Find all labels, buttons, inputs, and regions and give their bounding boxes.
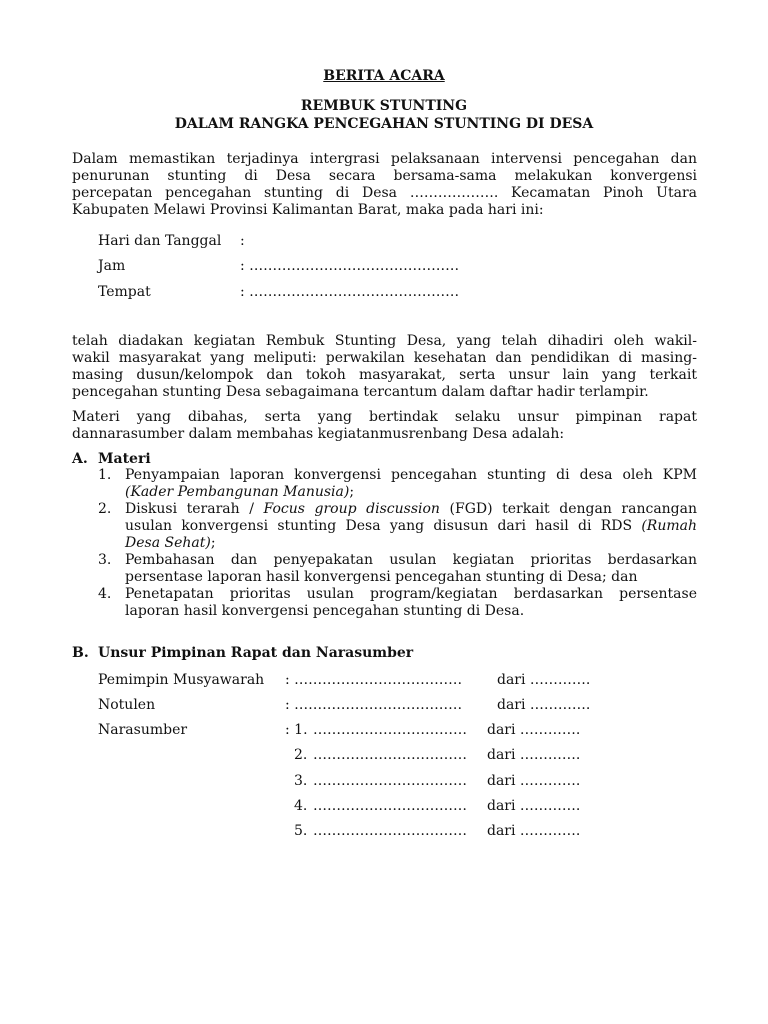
notulen-dari: dari …………. bbox=[497, 697, 591, 713]
intro-line: Dalam memastikan terjadinya intergrasi pelaksanaan intervensi pencegahan dan bbox=[72, 151, 697, 167]
narasumber-dots: …………………………… bbox=[313, 747, 467, 763]
materi-item-number: 4. bbox=[98, 586, 112, 602]
materi-item-number: 3. bbox=[98, 552, 112, 568]
materi-item-line: Penyampaian laporan konvergensi pencegahan stunting di desa oleh KPM bbox=[125, 467, 697, 483]
narasumber-number: 4. bbox=[294, 798, 308, 814]
narasumber-dots: …………………………… bbox=[313, 823, 467, 839]
section-a-title: Materi bbox=[98, 451, 151, 467]
notulen-label: Notulen bbox=[98, 697, 156, 713]
body-line: dannarasumber dalam membahas kegiatanmusrenbang Desa adalah: bbox=[72, 426, 565, 442]
narasumber-dots: …………………………… bbox=[313, 798, 467, 814]
narasumber-number: 2. bbox=[294, 747, 308, 763]
materi-item-number: 1. bbox=[98, 467, 112, 483]
narasumber-dots: …………………………… bbox=[313, 773, 467, 789]
materi-item-line: laporan hasil konvergensi pencegahan stunting di Desa. bbox=[125, 603, 525, 619]
narasumber-dari: dari …………. bbox=[487, 747, 581, 763]
intro-line: penurunan stunting di Desa secara bersama-sama melakukan konvergensi bbox=[72, 168, 697, 184]
info-label-date: Hari dan Tanggal bbox=[98, 233, 222, 249]
notulen-value: : ……………………………… bbox=[285, 697, 463, 713]
document-subtitle-1: REMBUK STUNTING bbox=[300, 98, 468, 114]
narasumber-number: : 1. bbox=[285, 722, 308, 738]
body-line: masing dusun/kelompok dan tokoh masyarakat, serta unsur lain yang terkait bbox=[72, 367, 697, 383]
pemimpin-label: Pemimpin Musyawarah bbox=[98, 672, 265, 688]
materi-item-line: usulan konvergensi stunting Desa yang disusun dari hasil di RDS (Rumah bbox=[125, 518, 697, 534]
body-line: pencegahan stunting Desa sebagaimana tercantum dalam daftar hadir terlampir. bbox=[72, 384, 649, 400]
materi-item-number: 2. bbox=[98, 501, 112, 517]
info-value-time: : ……………………………………… bbox=[240, 258, 460, 274]
body-line: wakil masyarakat yang meliputi: perwakilan kesehatan dan pendidikan di masing- bbox=[72, 350, 697, 366]
document-title: BERITA ACARA bbox=[323, 68, 445, 84]
materi-item-line: Desa Sehat); bbox=[125, 535, 216, 551]
materi-item-line: Pembahasan dan penyepakatan usulan kegiatan prioritas berdasarkan bbox=[125, 552, 697, 568]
section-a-letter: A. bbox=[72, 451, 88, 467]
info-label-place: Tempat bbox=[98, 284, 151, 300]
narasumber-dari: dari …………. bbox=[487, 722, 581, 738]
materi-item-line: Penetapatan prioritas usulan program/kegiatan berdasarkan persentase bbox=[125, 586, 697, 602]
narasumber-dari: dari …………. bbox=[487, 773, 581, 789]
materi-item-line: (Kader Pembangunan Manusia); bbox=[125, 484, 355, 500]
narasumber-number: 3. bbox=[294, 773, 308, 789]
info-value-date: : bbox=[240, 233, 245, 249]
narasumber-label: Narasumber bbox=[98, 722, 188, 738]
body-line: telah diadakan kegiatan Rembuk Stunting Desa, yang telah dihadiri oleh wakil- bbox=[72, 333, 697, 349]
section-b-letter: B. bbox=[72, 645, 89, 661]
narasumber-number: 5. bbox=[294, 823, 308, 839]
materi-item-line: persentase laporan hasil konvergensi pencegahan stunting di Desa; dan bbox=[125, 569, 638, 585]
pemimpin-value: : ……………………………… bbox=[285, 672, 463, 688]
narasumber-dots: …………………………… bbox=[313, 722, 467, 738]
info-label-time: Jam bbox=[98, 258, 126, 274]
narasumber-dari: dari …………. bbox=[487, 823, 581, 839]
section-b-title: Unsur Pimpinan Rapat dan Narasumber bbox=[98, 645, 414, 661]
narasumber-dari: dari …………. bbox=[487, 798, 581, 814]
pemimpin-dari: dari …………. bbox=[497, 672, 591, 688]
body-line: Materi yang dibahas, serta yang bertindak selaku unsur pimpinan rapat bbox=[72, 409, 697, 425]
document-subtitle-2: DALAM RANGKA PENCEGAHAN STUNTING DI DESA bbox=[174, 116, 594, 132]
materi-item-line: Diskusi terarah / Focus group discussion (FGD) terkait dengan rancangan bbox=[125, 501, 698, 517]
info-value-place: : ……………………………………… bbox=[240, 284, 460, 300]
intro-line: percepatan pencegahan stunting di Desa ………………. Kecamatan Pinoh Utara bbox=[72, 185, 697, 201]
intro-line: Kabupaten Melawi Provinsi Kalimantan Barat, maka pada hari ini: bbox=[72, 202, 544, 218]
